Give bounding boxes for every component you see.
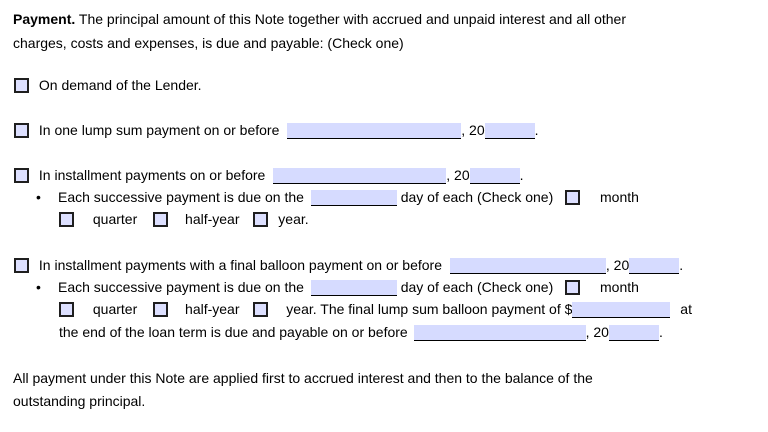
installment-day-text: day of each (Check one) — [400, 189, 554, 205]
option-demand — [14, 76, 202, 94]
option-lump-sum — [14, 121, 539, 139]
installment-year-label: year. — [278, 211, 309, 227]
balloon-halfyear-label: half-year — [185, 301, 240, 317]
installment-halfyear-checkbox[interactable] — [153, 212, 168, 227]
installment-successive-text: Each successive payment is due on the — [58, 189, 304, 205]
balloon-end-text: the end of the loan term is due and payable on or before — [59, 324, 408, 340]
balloon-year-field[interactable] — [629, 258, 679, 274]
lump-sum-year-field[interactable] — [485, 123, 535, 139]
balloon-frequency-line — [59, 300, 692, 318]
balloon-successive-line — [36, 278, 639, 296]
balloon-year-prefix: , 20 — [605, 257, 630, 273]
balloon-halfyear-checkbox[interactable] — [153, 302, 168, 317]
installment-checkbox[interactable] — [14, 168, 29, 183]
installment-end: . — [519, 167, 524, 183]
lump-sum-end: . — [534, 122, 539, 138]
balloon-quarter-label: quarter — [92, 301, 138, 317]
demand-checkbox[interactable] — [14, 78, 29, 93]
installment-year-prefix: , 20 — [446, 167, 470, 183]
installment-month-checkbox[interactable] — [565, 190, 580, 205]
balloon-amount-field[interactable] — [572, 302, 670, 318]
option-installment — [14, 166, 524, 184]
balloon-end: . — [679, 257, 684, 273]
balloon-day-text: day of each (Check one) — [400, 279, 554, 295]
balloon-end-line — [59, 323, 663, 341]
balloon-year-prefix-2: , 20 — [585, 324, 609, 340]
installment-quarter-checkbox[interactable] — [59, 212, 74, 227]
intro-line-2: charges, costs and expenses, is due and payable: (Check one) — [13, 35, 404, 51]
balloon-month-label: month — [600, 279, 639, 295]
intro-line-1 — [13, 10, 626, 28]
balloon-checkbox[interactable] — [14, 258, 29, 273]
installment-day-field[interactable] — [311, 190, 397, 206]
payment-heading: Payment. — [13, 11, 76, 27]
option-balloon — [14, 256, 683, 274]
installment-year-checkbox[interactable] — [253, 212, 268, 227]
lump-sum-date-field[interactable] — [287, 123, 461, 139]
balloon-final-date-field[interactable] — [414, 325, 586, 341]
balloon-label: In installment payments with a final balloon payment on or before — [38, 257, 443, 273]
installment-bullet: • — [36, 189, 41, 205]
lump-sum-checkbox[interactable] — [14, 123, 29, 138]
balloon-year-text: year. The final lump sum balloon payment of $ — [286, 301, 573, 317]
installment-label: In installment payments on or before — [38, 167, 266, 183]
demand-label: On demand of the Lender. — [38, 77, 202, 93]
balloon-day-field[interactable] — [311, 280, 397, 296]
footer-line-2: outstanding principal. — [13, 393, 146, 409]
installment-successive-line — [36, 188, 639, 206]
balloon-year-checkbox[interactable] — [253, 302, 268, 317]
balloon-end-2: . — [658, 324, 663, 340]
installment-quarter-label: quarter — [92, 211, 138, 227]
installment-date-field[interactable] — [273, 168, 446, 184]
balloon-at: at — [680, 301, 692, 317]
installment-month-label: month — [600, 189, 639, 205]
installment-frequency-line — [59, 210, 309, 228]
balloon-bullet: • — [36, 279, 41, 295]
balloon-quarter-checkbox[interactable] — [59, 302, 74, 317]
balloon-date-field[interactable] — [450, 258, 606, 274]
lump-sum-year-prefix: , 20 — [461, 122, 485, 138]
footer-line-1: All payment under this Note are applied first to accrued interest and then to the balance of the — [13, 370, 593, 386]
balloon-successive-text: Each successive payment is due on the — [58, 279, 304, 295]
installment-halfyear-label: half-year — [185, 211, 240, 227]
intro-text: The principal amount of this Note together with accrued and unpaid interest and all other — [78, 11, 626, 27]
balloon-final-year-field[interactable] — [609, 325, 659, 341]
lump-sum-label: In one lump sum payment on or before — [38, 122, 280, 138]
installment-year-field[interactable] — [470, 168, 520, 184]
balloon-month-checkbox[interactable] — [565, 280, 580, 295]
